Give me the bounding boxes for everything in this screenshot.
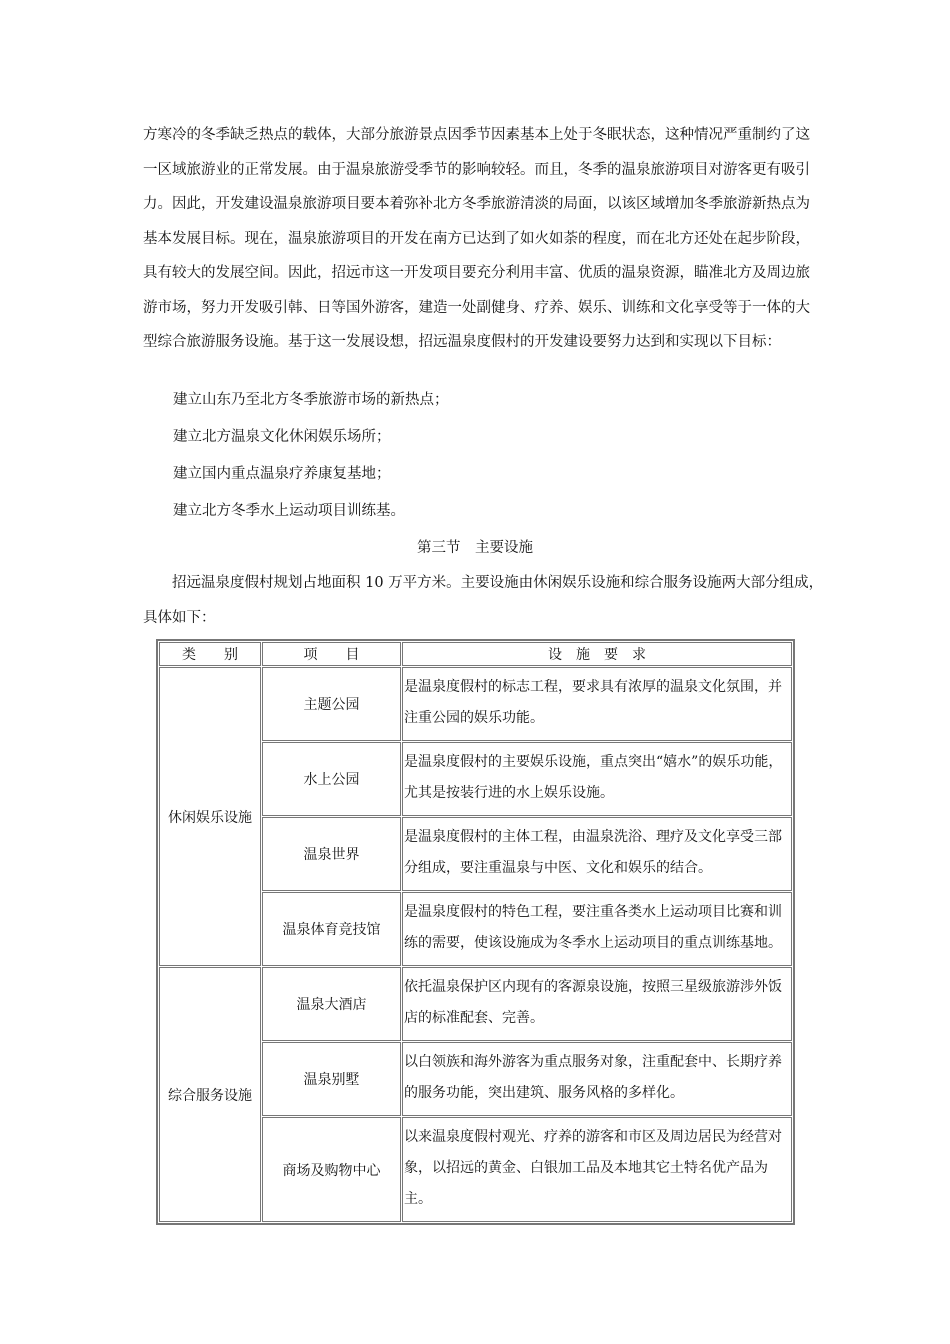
requirement-line: 是温泉度假村的主要娱乐设施，重点突出“嬉水”的娱乐功能，: [404, 754, 783, 770]
requirement-line: 是温泉度假村的标志工程，要求具有浓厚的温泉文化氛围，并: [404, 679, 782, 695]
category-cell: 休闲娱乐设施: [159, 667, 261, 966]
requirement-line: 是温泉度假村的特色工程，要注重各类水上运动项目比赛和训: [404, 904, 782, 920]
table-row: [159, 967, 792, 1041]
requirement-line: 象，以招远的黄金、白银加工品及本地其它土特名优产品为主。: [404, 1160, 768, 1207]
header-item: 项 目: [262, 642, 401, 666]
requirement-line: 练的需要，使该设施成为冬季水上运动项目的重点训练基地。: [404, 935, 782, 951]
requirement-cell: [402, 817, 792, 891]
requirement-line: 的服务功能，突出建筑、服务风格的多样化。: [404, 1085, 684, 1101]
requirement-cell: [402, 667, 792, 741]
requirement-line: 以白领族和海外游客为重点服务对象，注重配套中、长期疗养: [404, 1054, 782, 1070]
table-row: [159, 667, 792, 741]
paragraph-line: 一区域旅游业的正常发展。由于温泉旅游受季节的影响较轻。而且，冬季的温泉旅游项目对游客更有吸引: [143, 161, 810, 178]
paragraph-line: 具有较大的发展空间。因此，招远市这一开发项目要充分利用丰富、优质的温泉资源，瞄准北方及周边旅: [143, 265, 810, 281]
goal-item: 建立北方冬季水上运动项目训练基。: [173, 503, 405, 519]
intro-line: 招远温泉度假村规划占地面积 10 万平方米。主要设施由休闲娱乐设施和综合服务设施两大部分组成，: [172, 575, 824, 591]
header-requirement: 设 施 要 求: [402, 642, 792, 666]
item-cell: 主题公园: [262, 667, 401, 741]
requirement-cell: [402, 1117, 792, 1222]
requirement-line: 依托温泉保护区内现有的客源泉设施，按照三星级旅游涉外饭: [404, 979, 782, 995]
item-cell: 温泉世界: [262, 817, 401, 891]
paragraph-line: 方寒冷的冬季缺乏热点的载体，大部分旅游景点因季节因素基本上处于冬眠状态，这种情况严重制约了这: [143, 127, 810, 143]
item-cell: 商场及购物中心: [262, 1117, 401, 1222]
body-paragraph: [143, 118, 808, 360]
requirement-line: 尤其是按装行进的水上娱乐设施。: [404, 785, 614, 801]
requirement-line: 店的标准配套、完善。: [404, 1010, 544, 1026]
goal-item: 建立国内重点温泉疗养康复基地；: [173, 466, 391, 482]
requirement-line: 是温泉度假村的主体工程，由温泉洗浴、理疗及文化享受三部: [404, 829, 782, 845]
goal-item: 建立山东乃至北方冬季旅游市场的新热点；: [173, 392, 449, 408]
paragraph-line: 基本发展目标。现在，温泉旅游项目的开发在南方已达到了如火如荼的程度，而在北方还处在起步阶段，: [143, 230, 810, 247]
requirement-cell: [402, 967, 792, 1041]
requirement-cell: [402, 892, 792, 966]
item-cell: 温泉别墅: [262, 1042, 401, 1116]
paragraph-line: 力。因此，开发建设温泉旅游项目要本着弥补北方冬季旅游清淡的局面，以该区域增加冬季旅游新热点为: [143, 196, 810, 212]
requirement-cell: [402, 742, 792, 816]
facilities-table: [156, 639, 795, 1225]
requirement-line: 注重公园的娱乐功能。: [404, 710, 544, 726]
item-cell: 温泉体育竞技馆: [262, 892, 401, 966]
item-cell: 水上公园: [262, 742, 401, 816]
category-cell: 综合服务设施: [159, 967, 261, 1222]
goal-item: 建立北方温泉文化休闲娱乐场所；: [173, 429, 391, 445]
paragraph-line: 型综合旅游服务设施。基于这一发展设想，招远温泉度假村的开发建设要努力达到和实现以下目标：: [143, 334, 781, 350]
paragraph-line: 游市场，努力开发吸引韩、日等国外游客，建造一处副健身、疗养、娱乐、训练和文化享受等于一体的大: [143, 299, 810, 316]
requirement-line: 分组成，要注重温泉与中医、文化和娱乐的结合。: [404, 860, 712, 876]
intro-line: 具体如下：: [143, 609, 216, 626]
section-heading: 第三节 主要设施: [417, 540, 533, 556]
item-cell: 温泉大酒店: [262, 967, 401, 1041]
requirement-cell: [402, 1042, 792, 1116]
requirement-line: 以来温泉度假村观光、疗养的游客和市区及周边居民为经营对: [404, 1129, 782, 1145]
intro-paragraph: [143, 566, 824, 635]
table-header-row: [159, 642, 792, 666]
header-category: 类 别: [159, 642, 261, 666]
